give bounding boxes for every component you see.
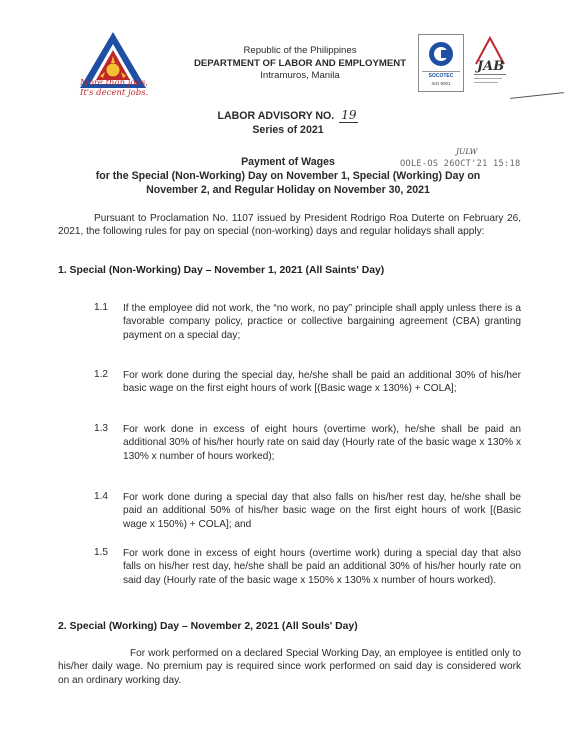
svg-text:JAB: JAB bbox=[477, 59, 505, 74]
section-2-heading: 2. Special (Working) Day – November 2, 2021 (All Souls' Day) bbox=[58, 621, 358, 632]
department-name: DEPARTMENT OF LABOR AND EMPLOYMENT bbox=[193, 57, 407, 69]
received-stamp: OOLE-OS 26OCT'21 15:18 bbox=[400, 159, 521, 169]
item-number: 1.2 bbox=[94, 369, 109, 380]
socotec-certification-badge bbox=[418, 34, 464, 92]
intro-paragraph: Pursuant to Proclamation No. 1107 issued by President Rodrigo Roa Duterte on February 26, 2021, the following rules for pay on special (non-working) days and regular holidays shall apply: bbox=[58, 213, 521, 238]
subject-line-1: Payment of Wages bbox=[241, 156, 335, 168]
tagline-line-2: It's decent jobs. bbox=[80, 88, 149, 98]
logo-tagline bbox=[80, 78, 160, 98]
cert-iso-text: ISO 9001 bbox=[431, 81, 451, 86]
advisory-number: 19 bbox=[341, 108, 357, 122]
item-number: 1.1 bbox=[94, 302, 109, 313]
jab-accreditation-icon bbox=[470, 34, 510, 92]
subject-line-3: November 2, and Regular Holiday on November 30, 2021 bbox=[146, 184, 430, 196]
section-1-heading: 1. Special (Non-Working) Day – November 1, 2021 (All Saints' Day) bbox=[58, 265, 385, 276]
letterhead bbox=[150, 45, 450, 83]
item-number: 1.5 bbox=[94, 547, 109, 558]
advisory-title bbox=[0, 108, 576, 123]
item-text: For work done during a special day that also falls on his/her rest day, he/she shall be paid an additional 50% of his/her basic wage on the first eight hours of work [(Basic wage x 150%) + COLA]; and bbox=[123, 492, 521, 530]
section-2-paragraph: For work performed on a declared Special Working Day, an employee is entitled only to his/her daily wage. No premium pay is required since work performed on said day is considered work on an ordinary working day. bbox=[58, 648, 521, 686]
item-text: For work done in excess of eight hours (overtime work) during a special day that also falls on his/her rest day, he/she shall be paid an additional 30% of his/her hourly rate on said day (Hourly rate of the basic wage x 150% x 130% x number of hours worked). bbox=[123, 548, 521, 586]
signature-stroke bbox=[510, 92, 564, 99]
tagline-line-1: More than jobs, bbox=[80, 78, 149, 88]
location-text: Intramuros, Manila bbox=[260, 70, 340, 82]
item-text: If the employee did not work, the “no work, no pay” principle shall apply unless there is a favorable company policy, practice or collective bargaining agreement (CBA) granting payment on a special day; bbox=[123, 303, 521, 341]
handwritten-initials: JULW bbox=[456, 147, 478, 156]
item-number: 1.3 bbox=[94, 423, 109, 434]
republic-text: Republic of the Philippines bbox=[243, 45, 357, 56]
subject-line-2: for the Special (Non-Working) Day on November 1, Special (Working) Day on bbox=[95, 170, 481, 182]
item-number: 1.4 bbox=[94, 491, 109, 502]
advisory-series: Series of 2021 bbox=[252, 124, 324, 136]
item-text: For work done in excess of eight hours (overtime work), he/she shall be paid an additional 30% of his/her hourly rate on said day (Hourly rate of the basic wage x 130% x 130% x number of hours worked); bbox=[123, 424, 521, 462]
cert-text: SOCOTEC bbox=[428, 73, 454, 79]
item-text: For work done during the special day, he/she shall be paid an additional 30% of his/her basic wage on the first eight hours of work [(Basic wage x 130%) + COLA]; bbox=[123, 370, 521, 395]
advisory-label: LABOR ADVISORY NO. bbox=[217, 110, 335, 122]
